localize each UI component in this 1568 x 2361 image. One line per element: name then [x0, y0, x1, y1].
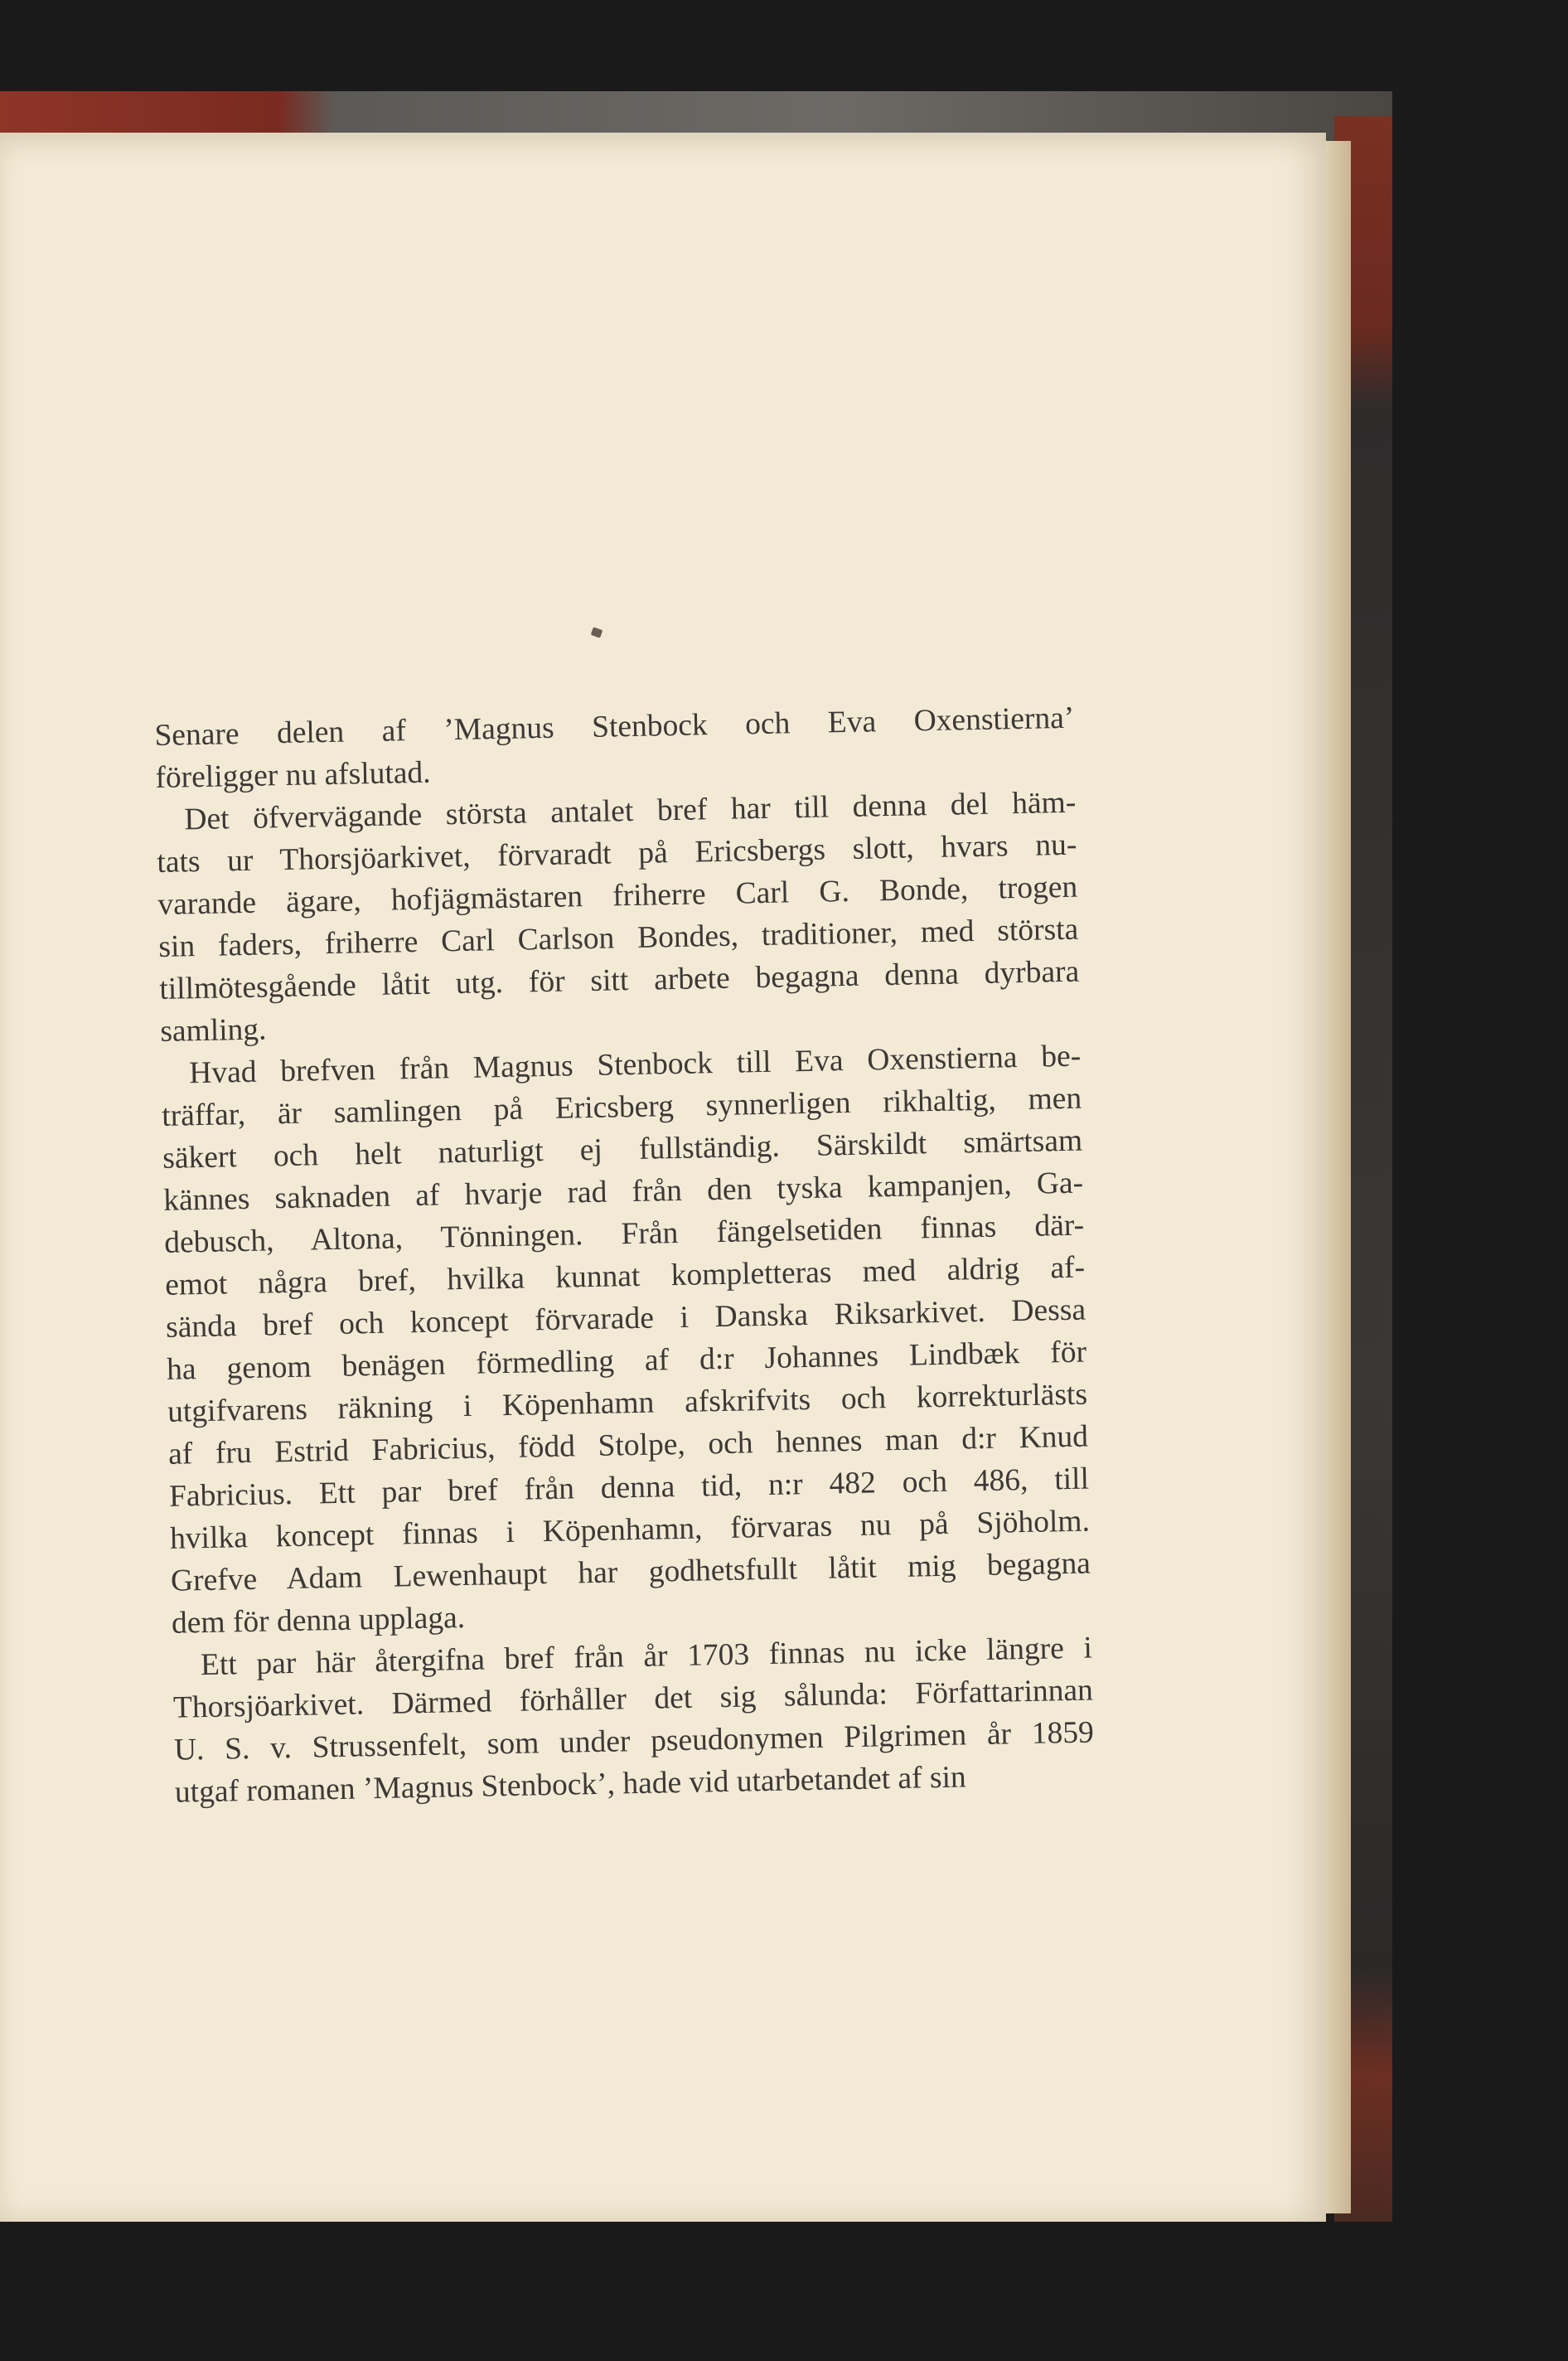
text-line: varande ägare, hofjägmästaren friherre Carl G. Bonde, trogen	[157, 870, 1078, 922]
text-line: samling.	[159, 1012, 267, 1049]
text-line: föreligger nu afslutad.	[155, 755, 431, 795]
text-line: emot några bref, hvilka kunnat kompletteras med aldrig af-	[164, 1250, 1086, 1302]
text-line: Det öfvervägande största antalet bref har till denna del häm-	[184, 785, 1077, 837]
text-line: träffar, är samlingen på Ericsberg synnerligen rikhaltig, men	[161, 1081, 1082, 1133]
body-text	[154, 697, 1095, 1814]
text-line: utgaf romanen ’Magnus Stenbock’, hade vid utarbetandet af sin	[174, 1760, 967, 1810]
text-line: tats ur Thorsjöarkivet, förvaradt på Ericsbergs slott, hvars nu-	[157, 827, 1077, 880]
text-line: Ett par här återgifna bref från år 1703 finnas nu icke längre i	[200, 1631, 1093, 1683]
ink-mark	[591, 627, 603, 638]
text-line: af fru Estrid Fabricius, född Stolpe, och hennes man d:r Knud	[167, 1419, 1089, 1471]
text-line: debusch, Altona, Tönningen. Från fängelsetiden finnas där-	[163, 1208, 1085, 1260]
text-line: U. S. v. Strussenfelt, som under pseudonymen Pilgrimen år 1859	[173, 1715, 1095, 1767]
text-line: Grefve Adam Lewenhaupt har godhetsfullt låtit mig begagna	[170, 1546, 1091, 1598]
text-line: säkert och helt naturligt ej fullständig. Särskildt smärtsam	[162, 1123, 1083, 1176]
text-line: tillmötesgående låtit utg. för sitt arbete begagna denna dyrbara	[158, 954, 1080, 1006]
text-line: Senare delen af ’Magnus Stenbock och Eva Oxenstierna’	[154, 701, 1075, 753]
text-line: Fabricius. Ett par bref från denna tid, n:r 482 och 486, till	[168, 1462, 1090, 1514]
text-line: sända bref och koncept förvarade i Danska Riksarkivet. Dessa	[165, 1292, 1086, 1345]
text-line: Hvad brefven från Magnus Stenbock till Eva Oxenstierna be-	[188, 1039, 1082, 1091]
text-line: dem för denna upplaga.	[171, 1601, 466, 1641]
text-line: utgifvarens räkning i Köpenhamn afskrifvits och korrekturlästs	[167, 1377, 1088, 1429]
text-line: sin faders, friherre Carl Carlson Bondes, traditioner, med största	[157, 912, 1079, 964]
text-line: kännes saknaden af hvarje rad från den tyska kampanjen, Ga-	[162, 1166, 1084, 1218]
text-line: hvilka koncept finnas i Köpenhamn, förvaras nu på Sjöholm.	[169, 1504, 1091, 1556]
text-line: ha genom benägen förmedling af d:r Johannes Lindbæk för	[166, 1335, 1087, 1387]
text-line: Thorsjöarkivet. Därmed förhåller det sig sålunda: Författarinnan	[172, 1673, 1094, 1725]
